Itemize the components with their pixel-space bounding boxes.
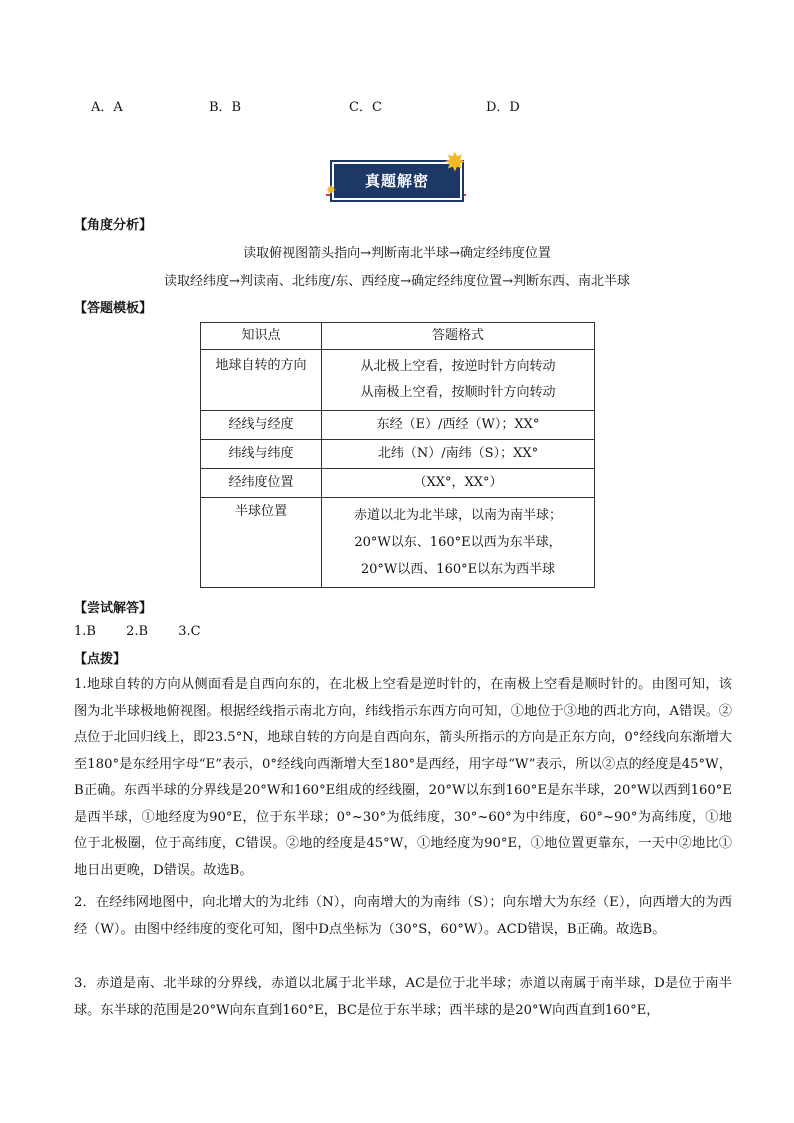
table-header: 知识点 <box>201 323 322 350</box>
section-banner <box>326 150 476 206</box>
explanation-paragraph-3: 3．赤道是南、北半球的分界线，赤道以北属于北半球，AC是位于北半球；赤道以南属于南半球，D是位于南半球。东半球的范围是20°W向东直到160°E，BC是位于东半球；西半球的是20°W向西直到160°E， <box>74 976 732 1018</box>
banner-title: 真题解密 <box>332 162 462 200</box>
table-header-row <box>201 323 595 350</box>
section-heading-angle: 【角度分析】 <box>74 218 153 233</box>
table-header: 答题格式 <box>322 323 595 350</box>
choice-d: D．D <box>486 100 520 115</box>
table-cell-topic: 经线与经度 <box>201 411 322 440</box>
answer-template-table <box>200 322 595 588</box>
answer-list <box>74 624 227 639</box>
answer-item: 1.B <box>74 624 96 639</box>
section-heading-hint: 【点拨】 <box>74 652 127 667</box>
format-line: 20°W以东、160°E以西为东半球， <box>354 535 562 550</box>
explanation-paragraph-2: 2．在经纬网地图中，向北增大的为北纬（N），向南增大的为南纬（S）；向东增大为东经（E），向西增大的为西经（W）。由图中经纬度的变化可知，图中D点坐标为（30°S，60°W）。ACD错误，B正确。故选B。 <box>74 895 732 937</box>
answer-item: 3.C <box>178 624 201 639</box>
format-line: 从北极上空看，按逆时针方向转动 <box>360 359 556 374</box>
choice-c: C．C <box>349 100 382 115</box>
answer-item: 2.B <box>126 624 149 639</box>
choice-b: B．B <box>209 100 242 115</box>
format-line: 赤道以北为北半球，以南为南半球； <box>353 508 562 523</box>
table-cell-format <box>322 350 595 411</box>
explanation-paragraph-1: 1.地球自转的方向从侧面看是自西向东的，在北极上空看是逆时针的，在南极上空看是顺时针的。由图可知，该图为北半球极地俯视图。根据经线指示南北方向，纬线指示东西方向可知，①地位于③地的西北方向，A错误。②点位于北回归线上，即23.5°N，地球自转的方向是自西向东，箭头所指示的方向是正东方向，0°经线向东渐增大至180°是东经用字母“E”表示，0°经线向西渐增大至180°是西经，用字母“W”表示，所以②点的经度是45°W，B正确。东西半球的分界线是20°W和160°E组成的经线圈，20°W以东到160°E是东半球，20°W以西到160°E是西半球，①地经度为90°E，位于东半球；0°~30°为低纬度，30°~60°为中纬度，60°~90°为高纬度，①地位于北极圈，位于高纬度，C错误。②地的经度是45°W，①地经度为90°E，①地位置更靠东，一天中②地比①地日出更晚，D错误。故选B。 <box>74 677 732 878</box>
angle-line-1: 读取俯视图箭头指向→判断南北半球→确定经纬度位置 <box>243 246 551 261</box>
format-line: 从南极上空看，按顺时针方向转动 <box>360 385 556 400</box>
angle-line-2: 读取经纬度→判读南、北纬度/东、西经度→确定经纬度位置→判断东西、南北半球 <box>163 274 631 289</box>
table-row <box>201 469 595 498</box>
table-cell-format <box>322 498 595 588</box>
table-row <box>201 498 595 588</box>
table-cell-format: 东经（E）/西经（W）；XX° <box>322 411 595 440</box>
table-cell-format: 北纬（N）/南纬（S）；XX° <box>322 440 595 469</box>
choice-a: A．A <box>91 100 123 115</box>
table-cell-topic: 半球位置 <box>201 498 322 588</box>
table-cell-topic: 地球自转的方向 <box>201 350 322 411</box>
table-cell-topic: 经纬度位置 <box>201 469 322 498</box>
format-line: 20°W以西、160°E以东为西半球 <box>360 562 556 577</box>
table-row <box>201 350 595 411</box>
star-icon: ✸ <box>444 148 466 178</box>
table-cell-topic: 纬线与纬度 <box>201 440 322 469</box>
table-cell-format: （XX°，XX°） <box>322 469 595 498</box>
small-star-icon: ✸ <box>326 183 337 197</box>
section-heading-template: 【答题模板】 <box>74 301 153 316</box>
table-row <box>201 440 595 469</box>
section-heading-attempt: 【尝试解答】 <box>74 601 153 616</box>
table-row <box>201 411 595 440</box>
